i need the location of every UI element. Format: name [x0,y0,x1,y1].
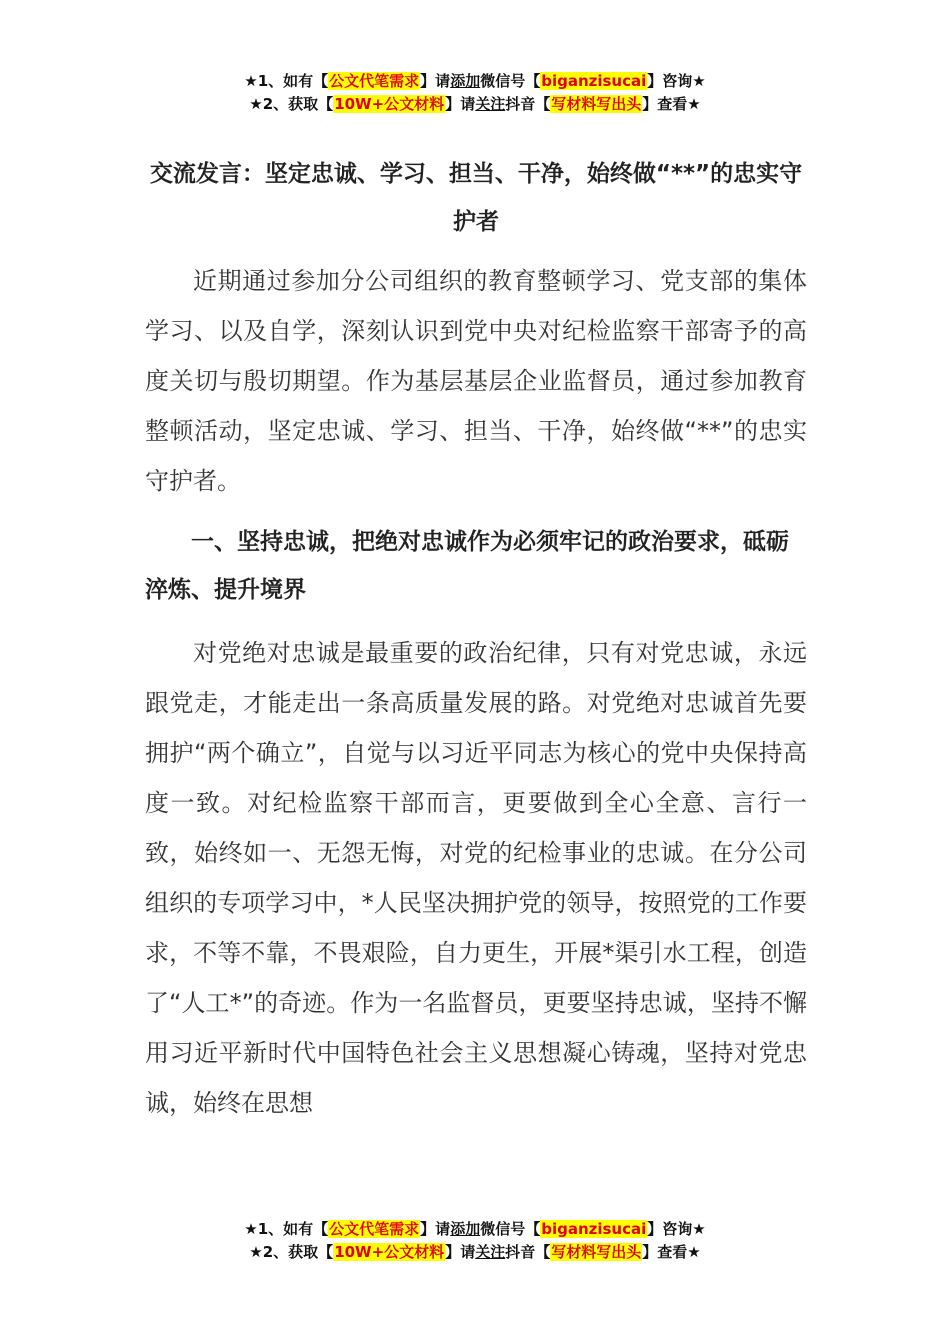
banner-text: 】查看★ [642,1243,701,1261]
underline-add: 添加 [450,1220,481,1238]
banner-text: 】查看★ [642,95,701,113]
banner-text: 微信号【 [480,72,541,90]
highlight-wechat-id: biganzisucai [541,72,647,90]
underline-follow: 关注 [475,95,506,113]
banner-text: 】咨询★ [647,72,706,90]
document-title: 交流发言：坚定忠诚、学习、担当、干净，始终做“**”的忠实守护者 [149,161,803,235]
highlight-service: 公文代笔需求 [329,72,420,90]
highlight-wechat-id: biganzisucai [541,1220,647,1238]
banner-text: ★2、获取【 [249,1243,334,1261]
banner-line-1 [0,70,950,93]
banner-line-2 [0,93,950,116]
banner-text: 】请 [420,1220,451,1238]
underline-add: 添加 [450,72,481,90]
banner-text: 抖音【 [505,1243,551,1261]
section-heading: 一、坚持忠诚，把绝对忠诚作为必须牢记的政治要求，砥砺淬炼、提升境界 [145,529,789,603]
highlight-service: 公文代笔需求 [329,1220,420,1238]
header-banner [0,70,950,116]
banner-line-2 [0,1241,950,1264]
highlight-douyin: 写材料写出头 [551,1243,642,1261]
highlight-materials: 10W+公文材料 [334,1243,445,1261]
banner-text: 】请 [420,72,451,90]
banner-text: ★2、获取【 [249,95,334,113]
banner-text: 】请 [445,1243,476,1261]
banner-text: ★1、如有【 [244,1220,329,1238]
banner-text: 抖音【 [505,95,551,113]
highlight-douyin: 写材料写出头 [551,95,642,113]
banner-text: ★1、如有【 [244,72,329,90]
underline-follow: 关注 [475,1243,506,1261]
footer-banner [0,1218,950,1264]
intro-paragraph: 近期通过参加分公司组织的教育整顿学习、党支部的集体学习、以及自学，深刻认识到党中央对纪检监察干部寄予的高度关切与殷切期望。作为基层基层企业监督员，通过参加教育整顿活动，坚定忠诚、学习、担当、干净，始终做“**”的忠实守护者。 [145,267,807,495]
banner-line-1 [0,1218,950,1241]
banner-text: 】咨询★ [647,1220,706,1238]
highlight-materials: 10W+公文材料 [334,95,445,113]
banner-text: 】请 [445,95,476,113]
section-paragraph: 对党绝对忠诚是最重要的政治纪律，只有对党忠诚，永远跟党走，才能走出一条高质量发展的路。对党绝对忠诚首先要拥护“两个确立”，自觉与以习近平同志为核心的党中央保持高度一致。对纪检监察干部而言，更要做到全心全意、言行一致，始终如一、无怨无悔，对党的纪检事业的忠诚。在分公司组织的专项学习中，*人民坚决拥护党的领导，按照党的工作要求，不等不靠，不畏艰险，自力更生，开展*渠引水工程，创造了“人工*”的奇迹。作为一名监督员，更要坚持忠诚，坚持不懈用习近平新时代中国特色社会主义思想凝心铸魂，坚持对党忠诚，始终在思想 [145,639,807,1117]
banner-text: 微信号【 [480,1220,541,1238]
